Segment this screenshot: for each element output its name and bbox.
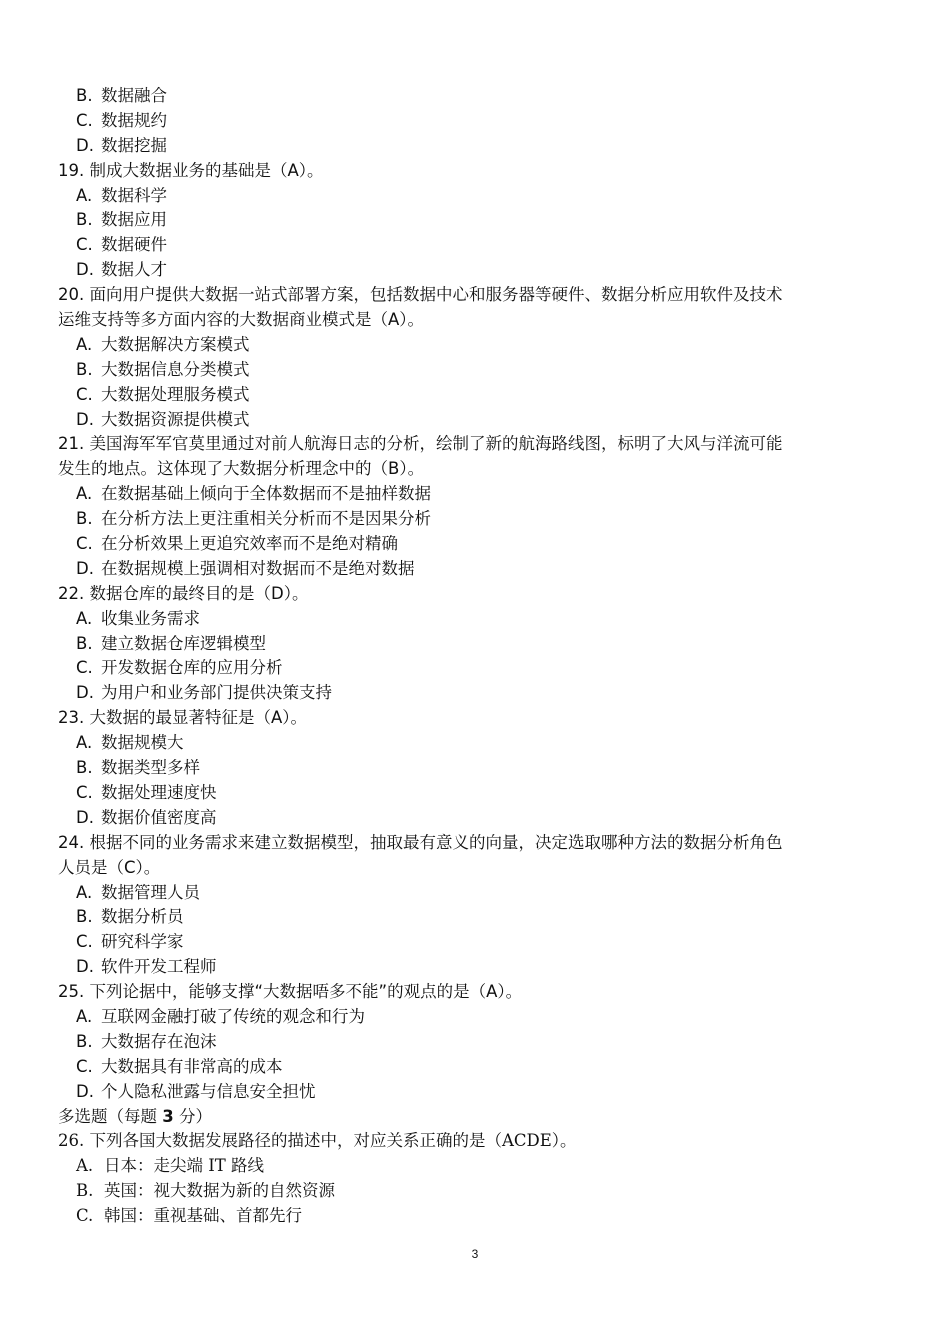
option-text: 建立数据仓库逻辑模型 bbox=[101, 633, 266, 653]
option-text: 数据融合 bbox=[101, 86, 167, 105]
question-23 bbox=[58, 706, 908, 830]
option-label: A. bbox=[76, 1156, 94, 1176]
option-label: B. bbox=[76, 359, 93, 379]
section-points: 3 bbox=[162, 1106, 174, 1126]
option bbox=[58, 632, 908, 657]
option-text: 英国：视大数据为新的自然资源 bbox=[104, 1181, 335, 1201]
question-19 bbox=[58, 159, 908, 283]
option-label: A. bbox=[76, 882, 93, 902]
question-20 bbox=[58, 283, 908, 432]
option-text: 数据硬件 bbox=[101, 235, 167, 255]
option-label: D. bbox=[76, 1081, 94, 1101]
question-25 bbox=[58, 980, 908, 1104]
option-text: 数据人才 bbox=[101, 260, 167, 280]
option-text: 数据分析员 bbox=[101, 907, 184, 927]
question-stem-continued: 人员是（C）。 bbox=[58, 857, 161, 877]
option-label: B. bbox=[76, 758, 93, 778]
option-text: 日本：走尖端 IT 路线 bbox=[104, 1156, 265, 1176]
option bbox=[58, 1005, 908, 1030]
option bbox=[58, 482, 908, 507]
option-label: B. bbox=[76, 633, 93, 653]
option-text: 个人隐私泄露与信息安全担忧 bbox=[101, 1081, 316, 1101]
question-stem: 20. 面向用户提供大数据一站式部署方案，包括数据中心和服务器等硬件、数据分析应用软件及技术 bbox=[58, 285, 783, 305]
option-label: C. bbox=[76, 932, 93, 952]
option bbox=[58, 781, 908, 806]
option-text: 为用户和业务部门提供决策支持 bbox=[101, 683, 332, 703]
option-text: 数据管理人员 bbox=[101, 882, 200, 902]
option-label: A. bbox=[76, 733, 93, 753]
question-stem-continued: 发生的地点。这体现了大数据分析理念中的（B）。 bbox=[58, 459, 425, 479]
option bbox=[58, 1055, 908, 1080]
question-stem: 22. 数据仓库的最终目的是（D）。 bbox=[58, 583, 309, 603]
option bbox=[58, 358, 908, 383]
option bbox=[58, 905, 908, 930]
question-22 bbox=[58, 582, 908, 706]
option-text: 大数据解决方案模式 bbox=[101, 334, 250, 354]
question-stem: 25. 下列论据中，能够支撑“大数据唔多不能”的观点的是（A）。 bbox=[58, 982, 523, 1002]
option-label: C. bbox=[76, 534, 93, 554]
option bbox=[58, 557, 908, 582]
option-label: D. bbox=[76, 558, 94, 578]
option bbox=[58, 1204, 908, 1229]
option bbox=[58, 1179, 908, 1204]
option bbox=[58, 408, 908, 433]
document-body bbox=[58, 84, 908, 1229]
option-label: D. bbox=[76, 260, 94, 280]
option bbox=[58, 84, 908, 109]
option bbox=[58, 881, 908, 906]
option-label: B. bbox=[76, 210, 93, 230]
option-text: 大数据资源提供模式 bbox=[101, 409, 250, 429]
option bbox=[58, 955, 908, 980]
option-label: C. bbox=[76, 110, 93, 130]
question-stem: 24. 根据不同的业务需求来建立数据模型，抽取最有意义的向量，决定选取哪种方法的数据分析角色 bbox=[58, 832, 783, 852]
option-text: 数据挖掘 bbox=[101, 135, 167, 155]
question-stem: 26. 下列各国大数据发展路径的描述中，对应关系正确的是（ACDE）。 bbox=[58, 1131, 577, 1151]
option-text: 研究科学家 bbox=[101, 932, 184, 952]
option-label: A. bbox=[76, 334, 93, 354]
option-label: C. bbox=[76, 235, 93, 255]
option bbox=[58, 208, 908, 233]
option-text: 数据应用 bbox=[101, 210, 167, 230]
option bbox=[58, 333, 908, 358]
option-text: 软件开发工程师 bbox=[101, 957, 217, 977]
option-label: A. bbox=[76, 185, 93, 205]
option-label: A. bbox=[76, 484, 93, 504]
option-text: 大数据具有非常高的成本 bbox=[101, 1056, 283, 1076]
option-label: C. bbox=[76, 1056, 93, 1076]
option-label: C. bbox=[76, 1206, 94, 1226]
option-label: D. bbox=[76, 409, 94, 429]
option bbox=[58, 109, 908, 134]
question-24 bbox=[58, 831, 908, 980]
question-stem: 19. 制成大数据业务的基础是（A）。 bbox=[58, 160, 324, 180]
option bbox=[58, 233, 908, 258]
option-text: 数据处理速度快 bbox=[101, 782, 217, 802]
prev-question-options bbox=[58, 84, 908, 159]
option bbox=[58, 134, 908, 159]
section-suffix: 分） bbox=[173, 1106, 212, 1126]
option bbox=[58, 806, 908, 831]
option-label: D. bbox=[76, 683, 94, 703]
option bbox=[58, 930, 908, 955]
option-text: 在数据基础上倾向于全体数据而不是抽样数据 bbox=[101, 484, 431, 504]
option-label: C. bbox=[76, 782, 93, 802]
option-text: 数据价值密度高 bbox=[101, 807, 217, 827]
option bbox=[58, 607, 908, 632]
option bbox=[58, 383, 908, 408]
option-text: 韩国：重视基础、首都先行 bbox=[104, 1206, 302, 1226]
option-text: 大数据信息分类模式 bbox=[101, 359, 250, 379]
option bbox=[58, 507, 908, 532]
option-text: 大数据处理服务模式 bbox=[101, 384, 250, 404]
option-label: B. bbox=[76, 509, 93, 529]
option-text: 互联网金融打破了传统的观念和行为 bbox=[101, 1006, 365, 1026]
option bbox=[58, 184, 908, 209]
option-label: C. bbox=[76, 384, 93, 404]
section-prefix: 多选题（每题 bbox=[58, 1106, 163, 1126]
section-heading bbox=[58, 1105, 908, 1130]
option-text: 数据规约 bbox=[101, 110, 167, 130]
option-text: 收集业务需求 bbox=[101, 608, 200, 628]
option bbox=[58, 1154, 908, 1179]
option bbox=[58, 258, 908, 283]
option-label: C. bbox=[76, 658, 93, 678]
option-text: 在数据规模上强调相对数据而不是绝对数据 bbox=[101, 558, 415, 578]
option bbox=[58, 532, 908, 557]
option-label: D. bbox=[76, 957, 94, 977]
option-text: 开发数据仓库的应用分析 bbox=[101, 658, 283, 678]
option-label: B. bbox=[76, 86, 93, 105]
question-stem: 21. 美国海军军官莫里通过对前人航海日志的分析，绘制了新的航海路线图，标明了大风与洋流可能 bbox=[58, 434, 783, 454]
page-number: 3 bbox=[471, 1247, 479, 1261]
option bbox=[58, 656, 908, 681]
option-label: B. bbox=[76, 1181, 94, 1201]
option bbox=[58, 731, 908, 756]
option bbox=[58, 681, 908, 706]
option-text: 数据规模大 bbox=[101, 733, 184, 753]
option-label: B. bbox=[76, 907, 93, 927]
option-label: A. bbox=[76, 608, 93, 628]
option-label: A. bbox=[76, 1006, 93, 1026]
question-stem-continued: 运维支持等多方面内容的大数据商业模式是（A）。 bbox=[58, 310, 425, 330]
option-label: D. bbox=[76, 135, 94, 155]
option-text: 大数据存在泡沫 bbox=[101, 1031, 217, 1051]
question-21 bbox=[58, 432, 908, 581]
question-stem: 23. 大数据的最显著特征是（A）。 bbox=[58, 708, 308, 728]
option-text: 数据科学 bbox=[101, 185, 167, 205]
option bbox=[58, 756, 908, 781]
question-26 bbox=[58, 1129, 908, 1229]
option-label: D. bbox=[76, 807, 94, 827]
option-text: 在分析效果上更追究效率而不是绝对精确 bbox=[101, 534, 398, 554]
option bbox=[58, 1030, 908, 1055]
option-text: 数据类型多样 bbox=[101, 758, 200, 778]
option-label: B. bbox=[76, 1031, 93, 1051]
option-text: 在分析方法上更注重相关分析而不是因果分析 bbox=[101, 509, 431, 529]
option bbox=[58, 1080, 908, 1105]
